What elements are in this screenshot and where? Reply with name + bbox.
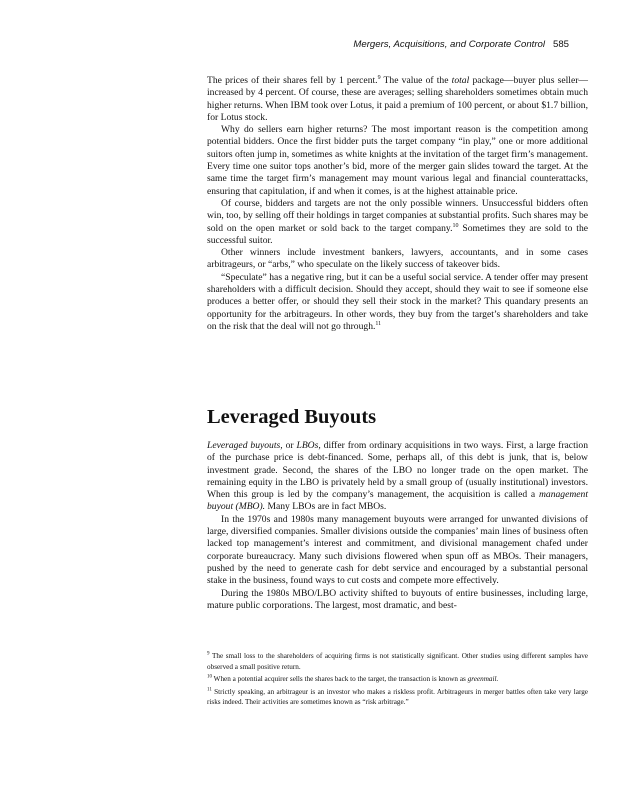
footnote-text: When a potential acquirer sells the shares back to the target, the transaction is known as [212, 675, 468, 683]
paragraph-6 [207, 440, 588, 514]
paragraph-2: Why do sellers earn higher returns? The most important reason is the competition among potential bidders. Once the first bidder puts the target company “in play,” one or more additional suitors often jump in, sometimes as white knights at the invitation of the target firm’s management. Every time one suitor tops another’s bid, more of the merger gain slides toward the target. At the same time the target firm’s management may mount various legal and financial counterattacks, ensuring that capitulation, if and when it comes, is at the highest attainable price. [207, 124, 588, 197]
paragraph-5-text: “Speculate” has a negative ring, but it can be a useful social service. A tender offer may present shareholders with a difficult decision. Should they accept, should they wait to see if someone else produces a better offer, or should they sell their stock in the market? This quandary presents an opportunity for the arbitrageurs. In other words, they buy from the target’s shareholders and take on the risk that the deal will not go through. [207, 271, 588, 332]
emphasis-total: total [451, 75, 470, 86]
footnote-9 [207, 651, 588, 672]
paragraph-7: In the 1970s and 1980s many management buyouts were arranged for unwanted divisions of large, diversified companies. Smaller divisions outside the companies’ main lines of business often lacked top management’s interest and commitment, and divisional management chafed under corporate bureaucracy. Many such divisions flowered when spun off as MBOs. Their managers, pushed by the need to generate cash for debt service and encouraged by a substantial personal stake in the business, found ways to cut costs and compete more effectively. [207, 513, 588, 587]
body-text-section-1 [207, 75, 588, 333]
footnote-text: The small loss to the shareholders of acquiring firms is not statistically significant. Other studies using different samples have observed a small positive return. [207, 652, 588, 671]
footnote-10 [207, 674, 588, 685]
footnote-number: 11 [207, 687, 212, 693]
paragraph-3-text: Sometimes they are sold to the successful suitor. [207, 222, 589, 246]
paragraph-1-text: The prices of their shares fell by 1 percent. [207, 75, 378, 86]
footnote-ref-11: 11 [375, 320, 382, 327]
footnote-text: Strictly speaking, an arbitrageur is an investor who makes a riskless profit. Arbitrageurs in merger battles often take very large risks indeed. Their activities are sometimes known as “risk arbitrage.” [207, 687, 588, 706]
emphasis-leveraged-buyouts: Leveraged buyouts, [207, 440, 283, 451]
paragraph-1-text: The value of the [380, 75, 452, 86]
paragraph-4: Other winners include investment bankers, lawyers, accountants, and in some cases arbitrageurs, or “arbs,” who speculate on the likely success of takeover bids. [207, 247, 588, 271]
paragraph-3 [207, 198, 588, 247]
emphasis-mbo: management buyout (MBO). [207, 489, 588, 513]
footnote-ref-10: 10 [452, 222, 459, 229]
running-head [353, 39, 569, 50]
paragraph-8: During the 1980s MBO/LBO activity shifted to buyouts of entire businesses, including large, mature public corporations. The largest, most dramatic, and best- [207, 587, 588, 611]
paragraph-6-text: differ from ordinary acquisitions in two ways. First, a large fraction of the purchase price is debt-financed. Some, perhaps all, of this debt is junk, that is, below investment grade. Second, the shares of the LBO no longer trade on the open market. The remaining equity in the LBO is privately held by a small group of (usually institutional) investors. When this group is led by the company’s management, the acquisition is called a [207, 440, 588, 501]
footnotes [207, 651, 588, 710]
body-text-section-2 [207, 440, 588, 612]
emphasis-lbos: LBOs, [296, 440, 321, 451]
running-head-title: Mergers, Acquisitions, and Corporate Control [353, 39, 545, 50]
emphasis-greenmail: greenmail. [467, 675, 499, 683]
footnote-11 [207, 687, 588, 708]
paragraph-6-text: or [282, 440, 297, 451]
paragraph-5 [207, 272, 588, 333]
paragraph-1-text: package—buyer plus seller—increased by 4 percent. Of course, these are averages; selling shareholders sometimes obtain much higher returns. When IBM took over Lotus, it paid a premium of 100 percent, or about $1.7 billion, for Lotus stock. [207, 75, 589, 123]
footnote-number: 9 [207, 651, 210, 657]
paragraph-6-text: Many LBOs are in fact MBOs. [265, 501, 387, 513]
paragraph-1 [207, 75, 588, 124]
footnote-ref-9: 9 [377, 74, 381, 81]
page-number: 585 [552, 39, 569, 50]
section-heading: Leveraged Buyouts [207, 406, 377, 428]
paragraph-3-text: Of course, bidders and targets are not the only possible winners. Unsuccessful bidders often win, too, by selling off their holdings in target companies at substantial profits. Such shares may be sold on the open market or sold back to the target company. [207, 197, 588, 234]
footnote-number: 10 [207, 674, 212, 680]
